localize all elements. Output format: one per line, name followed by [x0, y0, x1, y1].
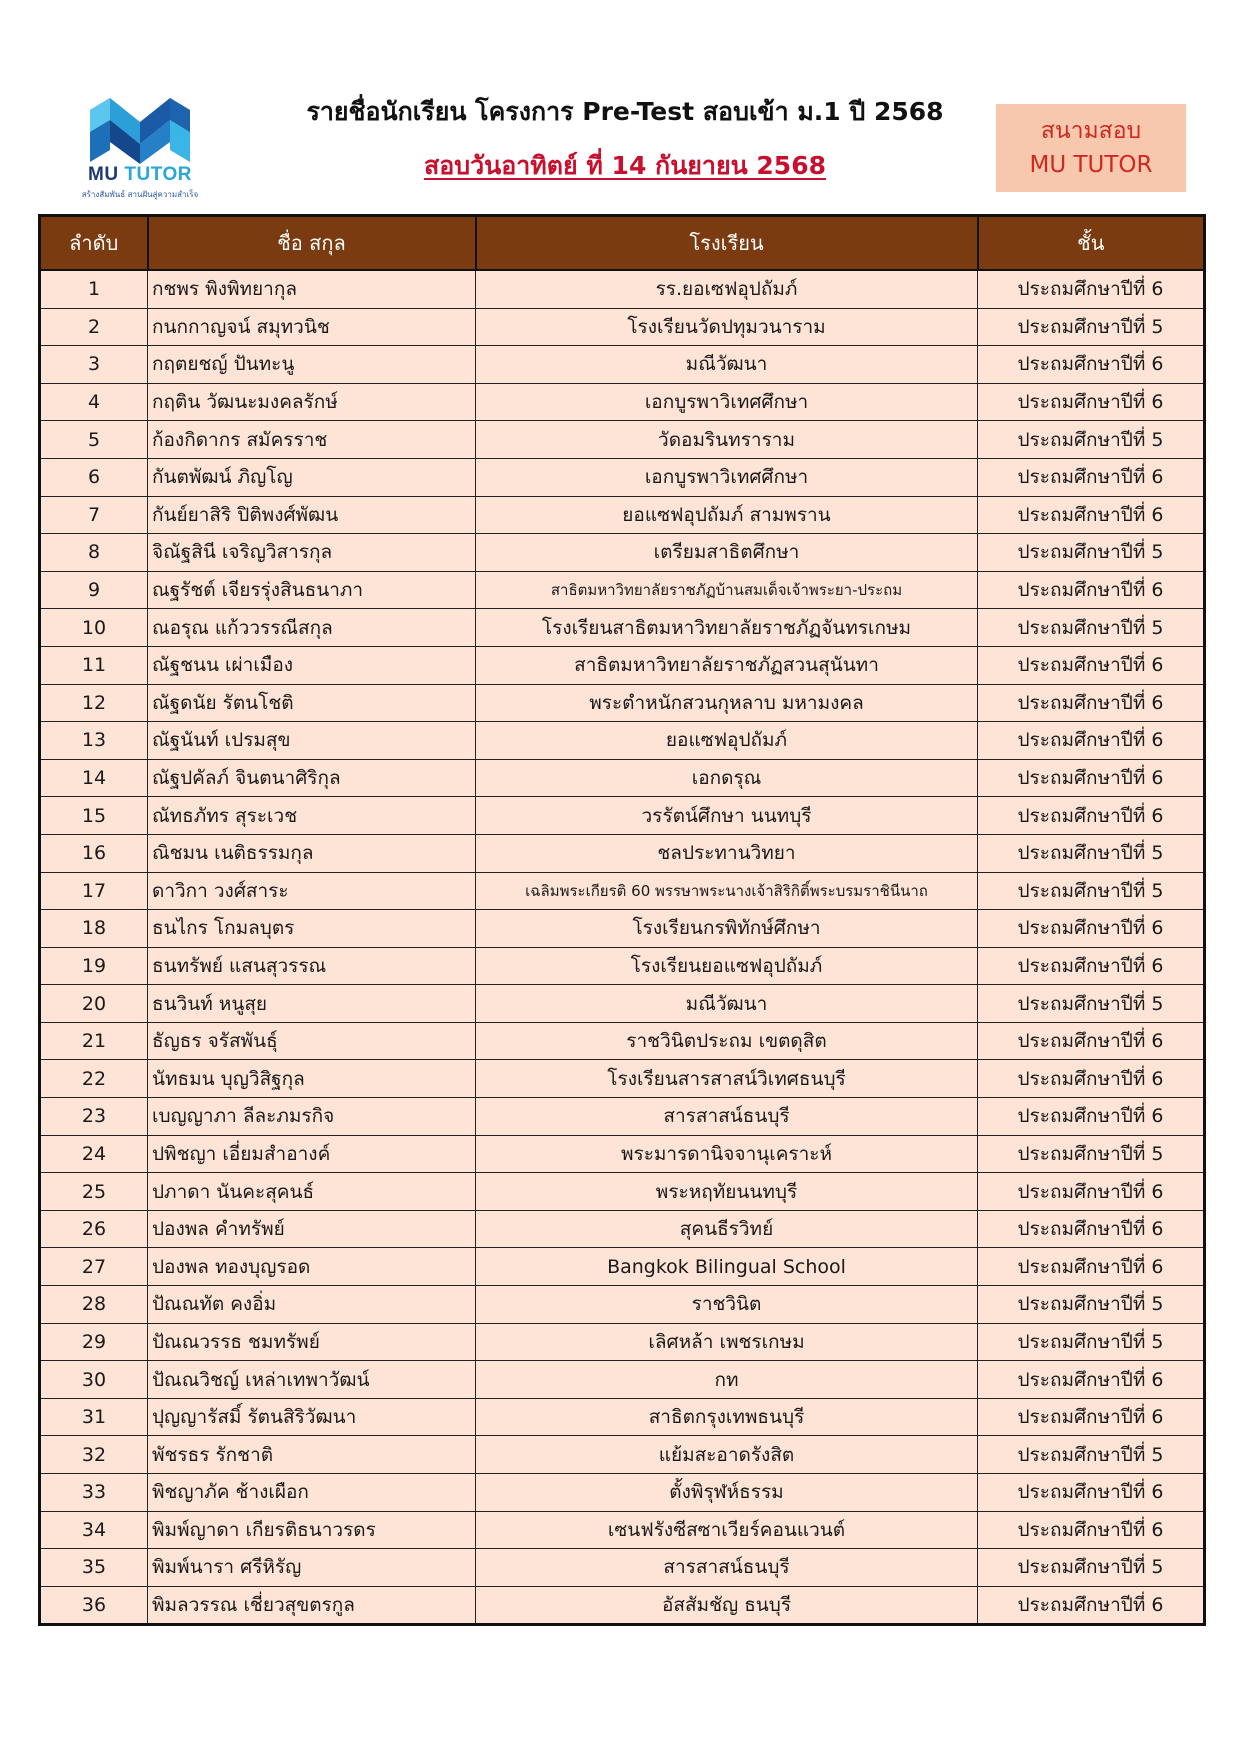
grade-level: ประถมศึกษาปีที่ 6 [978, 684, 1205, 722]
student-name: ณัฐดนัย รัตนโชติ [148, 684, 476, 722]
student-name: ธัญธร จรัสพันธุ์ [148, 1022, 476, 1060]
grade-level: ประถมศึกษาปีที่ 5 [978, 1323, 1205, 1361]
student-name: ณิชมน เนติธรรมกุล [148, 834, 476, 872]
student-name: กฤตยชญ์ ปันทะนู [148, 346, 476, 384]
school-name: แย้มสะอาดรังสิต [476, 1436, 978, 1474]
table-row [40, 1060, 1205, 1098]
row-number: 36 [40, 1586, 148, 1625]
row-number: 23 [40, 1098, 148, 1136]
student-name: จิณัฐสินี เจริญวิสารกุล [148, 534, 476, 572]
school-name: กท [476, 1361, 978, 1399]
school-name: ยอแซฟอุปถัมภ์ [476, 722, 978, 760]
logo-text: MU TUTOR [88, 164, 192, 185]
grade-level: ประถมศึกษาปีที่ 6 [978, 947, 1205, 985]
table-row [40, 1361, 1205, 1399]
school-name: เตรียมสาธิตศึกษา [476, 534, 978, 572]
student-name: กันย์ยาสิริ ปิติพงศ์พัฒน [148, 496, 476, 534]
table-row [40, 985, 1205, 1023]
grade-level: ประถมศึกษาปีที่ 6 [978, 1361, 1205, 1399]
grade-level: ประถมศึกษาปีที่ 6 [978, 910, 1205, 948]
school-name: พระมารดานิจจานุเคราะห์ [476, 1135, 978, 1173]
row-number: 22 [40, 1060, 148, 1098]
student-table [38, 214, 1206, 1626]
row-number: 19 [40, 947, 148, 985]
grade-level: ประถมศึกษาปีที่ 6 [978, 1511, 1205, 1549]
venue-label: สนามสอบ [1040, 118, 1142, 144]
school-name: พระตำหนักสวนกุหลาบ มหามงคล [476, 684, 978, 722]
table-row [40, 1398, 1205, 1436]
student-name: กฤติน วัฒนะมงคลรักษ์ [148, 383, 476, 421]
school-name: เฉลิมพระเกียรติ 60 พรรษาพระนางเจ้าสิริกิติ์พระบรมราชินีนาถ [476, 872, 978, 910]
grade-level: ประถมศึกษาปีที่ 5 [978, 609, 1205, 647]
row-number: 29 [40, 1323, 148, 1361]
table-row [40, 1549, 1205, 1587]
student-name: พิมพ์นารา ศรีหิรัญ [148, 1549, 476, 1587]
grade-level: ประถมศึกษาปีที่ 5 [978, 421, 1205, 459]
row-number: 24 [40, 1135, 148, 1173]
student-name: ปัณณวรรธ ชมทรัพย์ [148, 1323, 476, 1361]
table-row [40, 1474, 1205, 1512]
grade-level: ประถมศึกษาปีที่ 6 [978, 797, 1205, 835]
row-number: 31 [40, 1398, 148, 1436]
table-body [40, 270, 1205, 1625]
table-row [40, 1586, 1205, 1625]
col-header-name: ชื่อ สกุล [148, 216, 476, 271]
student-name: ณัฐปคัลภ์ จินตนาศิริกุล [148, 759, 476, 797]
row-number: 6 [40, 458, 148, 496]
table-row [40, 1210, 1205, 1248]
grade-level: ประถมศึกษาปีที่ 6 [978, 1022, 1205, 1060]
school-name: เลิศหล้า เพชรเกษม [476, 1323, 978, 1361]
student-name: ธนทรัพย์ แสนสุวรรณ [148, 947, 476, 985]
row-number: 4 [40, 383, 148, 421]
row-number: 18 [40, 910, 148, 948]
student-name: นัทธมน บุญวิสิฐกุล [148, 1060, 476, 1098]
table-row [40, 270, 1205, 308]
grade-level: ประถมศึกษาปีที่ 5 [978, 1286, 1205, 1324]
table-row [40, 571, 1205, 609]
student-name: กันตพัฒน์ ภิญโญ [148, 458, 476, 496]
table-row [40, 1173, 1205, 1211]
mu-tutor-logo [80, 92, 200, 202]
school-name: ชลประทานวิทยา [476, 834, 978, 872]
row-number: 14 [40, 759, 148, 797]
student-name: ณัทธภัทร สุระเวช [148, 797, 476, 835]
table-row [40, 834, 1205, 872]
student-name: พิมพ์ญาดา เกียรติธนาวรดร [148, 1511, 476, 1549]
school-name: สาธิตมหาวิทยาลัยราชภัฏสวนสุนันทา [476, 646, 978, 684]
row-number: 9 [40, 571, 148, 609]
table-row [40, 1098, 1205, 1136]
table-row [40, 872, 1205, 910]
student-name: ณอรุณ แก้ววรรณีสกุล [148, 609, 476, 647]
table-row [40, 684, 1205, 722]
student-name: ปภาดา นันคะสุคนธ์ [148, 1173, 476, 1211]
grade-level: ประถมศึกษาปีที่ 6 [978, 458, 1205, 496]
row-number: 34 [40, 1511, 148, 1549]
table-row [40, 496, 1205, 534]
row-number: 10 [40, 609, 148, 647]
col-header-school: โรงเรียน [476, 216, 978, 271]
student-name: ณัฐนันท์ เปรมสุข [148, 722, 476, 760]
row-number: 2 [40, 308, 148, 346]
student-name: ก้องกิดากร สมัครราช [148, 421, 476, 459]
row-number: 27 [40, 1248, 148, 1286]
school-name: โรงเรียนกรพิทักษ์ศึกษา [476, 910, 978, 948]
grade-level: ประถมศึกษาปีที่ 5 [978, 1549, 1205, 1587]
grade-level: ประถมศึกษาปีที่ 6 [978, 646, 1205, 684]
table-row [40, 1286, 1205, 1324]
row-number: 12 [40, 684, 148, 722]
student-name: พัชรธร รักชาติ [148, 1436, 476, 1474]
logo-tagline: สร้างสัมพันธ์ สานฝันสู่ความสำเร็จ [81, 190, 199, 199]
row-number: 28 [40, 1286, 148, 1324]
student-name: กชพร พิงพิทยากุล [148, 270, 476, 308]
col-header-grade: ชั้น [978, 216, 1205, 271]
grade-level: ประถมศึกษาปีที่ 5 [978, 1436, 1205, 1474]
student-name: เบญญาภา ลีละภมรกิจ [148, 1098, 476, 1136]
grade-level: ประถมศึกษาปีที่ 5 [978, 1135, 1205, 1173]
col-header-no: ลำดับ [40, 216, 148, 271]
table-row [40, 1248, 1205, 1286]
grade-level: ประถมศึกษาปีที่ 5 [978, 308, 1205, 346]
grade-level: ประถมศึกษาปีที่ 6 [978, 1210, 1205, 1248]
school-name: วัดอมรินทราราม [476, 421, 978, 459]
school-name: เอกดรุณ [476, 759, 978, 797]
grade-level: ประถมศึกษาปีที่ 6 [978, 1098, 1205, 1136]
table-row [40, 722, 1205, 760]
table-row [40, 308, 1205, 346]
student-name: กนกกาญจน์ สมุทวนิช [148, 308, 476, 346]
page-title: รายชื่อนักเรียน โครงการ Pre-Test สอบเข้า ม.1 ปี 2568 [306, 97, 944, 126]
row-number: 8 [40, 534, 148, 572]
row-number: 13 [40, 722, 148, 760]
table-row [40, 346, 1205, 384]
student-name: ดาวิกา วงศ์สาระ [148, 872, 476, 910]
student-name: พิชญาภัค ช้างเผือก [148, 1474, 476, 1512]
table-row [40, 947, 1205, 985]
table-row [40, 1323, 1205, 1361]
grade-level: ประถมศึกษาปีที่ 6 [978, 722, 1205, 760]
student-name: ปุญญารัสมิ์ รัตนสิริวัฒนา [148, 1398, 476, 1436]
grade-level: ประถมศึกษาปีที่ 6 [978, 270, 1205, 308]
school-name: Bangkok Bilingual School [476, 1248, 978, 1286]
row-number: 5 [40, 421, 148, 459]
school-name: วรรัตน์ศึกษา นนทบุรี [476, 797, 978, 835]
table-row [40, 1436, 1205, 1474]
exam-date: สอบวันอาทิตย์ ที่ 14 กันยายน 2568 [423, 151, 826, 180]
table-row [40, 609, 1205, 647]
row-number: 11 [40, 646, 148, 684]
school-name: โรงเรียนยอแซฟอุปถัมภ์ [476, 947, 978, 985]
row-number: 3 [40, 346, 148, 384]
school-name: อัสสัมชัญ ธนบุรี [476, 1586, 978, 1625]
table-row [40, 797, 1205, 835]
student-name: ปพิชญา เอี่ยมสำอางค์ [148, 1135, 476, 1173]
school-name: สารสาสน์ธนบุรี [476, 1098, 978, 1136]
table-header-row [40, 216, 1205, 271]
school-name: โรงเรียนวัดปทุมวนาราม [476, 308, 978, 346]
school-name: เอกบูรพาวิเทศศึกษา [476, 383, 978, 421]
school-name: สุคนธีรวิทย์ [476, 1210, 978, 1248]
student-name: ปองพล คำทรัพย์ [148, 1210, 476, 1248]
student-name: ปองพล ทองบุญรอด [148, 1248, 476, 1286]
school-name: ราชวินิต [476, 1286, 978, 1324]
grade-level: ประถมศึกษาปีที่ 6 [978, 1474, 1205, 1512]
grade-level: ประถมศึกษาปีที่ 6 [978, 1586, 1205, 1625]
grade-level: ประถมศึกษาปีที่ 6 [978, 1248, 1205, 1286]
school-name: โรงเรียนสารสาสน์วิเทศธนบุรี [476, 1060, 978, 1098]
row-number: 33 [40, 1474, 148, 1512]
student-name: ธนไกร โกมลบุตร [148, 910, 476, 948]
logo-mark-icon [80, 92, 200, 164]
grade-level: ประถมศึกษาปีที่ 6 [978, 1173, 1205, 1211]
student-name: ปัณณวิชญ์ เหล่าเทพาวัฒน์ [148, 1361, 476, 1399]
school-name: ราชวินิตประถม เขตดุสิต [476, 1022, 978, 1060]
table-row [40, 646, 1205, 684]
school-name: สารสาสน์ธนบุรี [476, 1549, 978, 1587]
table-row [40, 1511, 1205, 1549]
row-number: 32 [40, 1436, 148, 1474]
row-number: 25 [40, 1173, 148, 1211]
grade-level: ประถมศึกษาปีที่ 5 [978, 872, 1205, 910]
school-name: เซนฟรังซีสซาเวียร์คอนแวนต์ [476, 1511, 978, 1549]
row-number: 15 [40, 797, 148, 835]
row-number: 30 [40, 1361, 148, 1399]
table-row [40, 1022, 1205, 1060]
grade-level: ประถมศึกษาปีที่ 6 [978, 759, 1205, 797]
row-number: 35 [40, 1549, 148, 1587]
school-name: มณีวัฒนา [476, 346, 978, 384]
row-number: 7 [40, 496, 148, 534]
school-name: มณีวัฒนา [476, 985, 978, 1023]
school-name: สาธิตมหาวิทยาลัยราชภัฏบ้านสมเด็จเจ้าพระยา-ประถม [476, 571, 978, 609]
school-name: รร.ยอเซฟอุปถัมภ์ [476, 270, 978, 308]
row-number: 17 [40, 872, 148, 910]
table-row [40, 458, 1205, 496]
table-row [40, 1135, 1205, 1173]
student-name: ธนวินท์ หนูสุย [148, 985, 476, 1023]
grade-level: ประถมศึกษาปีที่ 5 [978, 834, 1205, 872]
table-row [40, 421, 1205, 459]
table-row [40, 759, 1205, 797]
table-row [40, 383, 1205, 421]
row-number: 16 [40, 834, 148, 872]
grade-level: ประถมศึกษาปีที่ 5 [978, 985, 1205, 1023]
grade-level: ประถมศึกษาปีที่ 6 [978, 1060, 1205, 1098]
school-name: ตั้งพิรุฬห์ธรรม [476, 1474, 978, 1512]
student-name: พิมลวรรณ เชี่ยวสุขตรกูล [148, 1586, 476, 1625]
school-name: โรงเรียนสาธิตมหาวิทยาลัยราชภัฏจันทรเกษม [476, 609, 978, 647]
row-number: 1 [40, 270, 148, 308]
school-name: ยอแซฟอุปถัมภ์ สามพราน [476, 496, 978, 534]
row-number: 26 [40, 1210, 148, 1248]
grade-level: ประถมศึกษาปีที่ 6 [978, 346, 1205, 384]
table-row [40, 910, 1205, 948]
grade-level: ประถมศึกษาปีที่ 6 [978, 383, 1205, 421]
venue-badge [996, 104, 1186, 192]
row-number: 21 [40, 1022, 148, 1060]
grade-level: ประถมศึกษาปีที่ 6 [978, 496, 1205, 534]
grade-level: ประถมศึกษาปีที่ 5 [978, 534, 1205, 572]
school-name: สาธิตกรุงเทพธนบุรี [476, 1398, 978, 1436]
venue-name: MU TUTOR [1029, 152, 1153, 178]
student-name: ณฐรัชต์ เจียรรุ่งสินธนาภา [148, 571, 476, 609]
table-row [40, 534, 1205, 572]
row-number: 20 [40, 985, 148, 1023]
grade-level: ประถมศึกษาปีที่ 6 [978, 571, 1205, 609]
grade-level: ประถมศึกษาปีที่ 6 [978, 1398, 1205, 1436]
student-name: ปัณณทัต คงอิ่ม [148, 1286, 476, 1324]
school-name: พระหฤทัยนนทบุรี [476, 1173, 978, 1211]
school-name: เอกบูรพาวิเทศศึกษา [476, 458, 978, 496]
student-name: ณัฐชนน เผ่าเมือง [148, 646, 476, 684]
